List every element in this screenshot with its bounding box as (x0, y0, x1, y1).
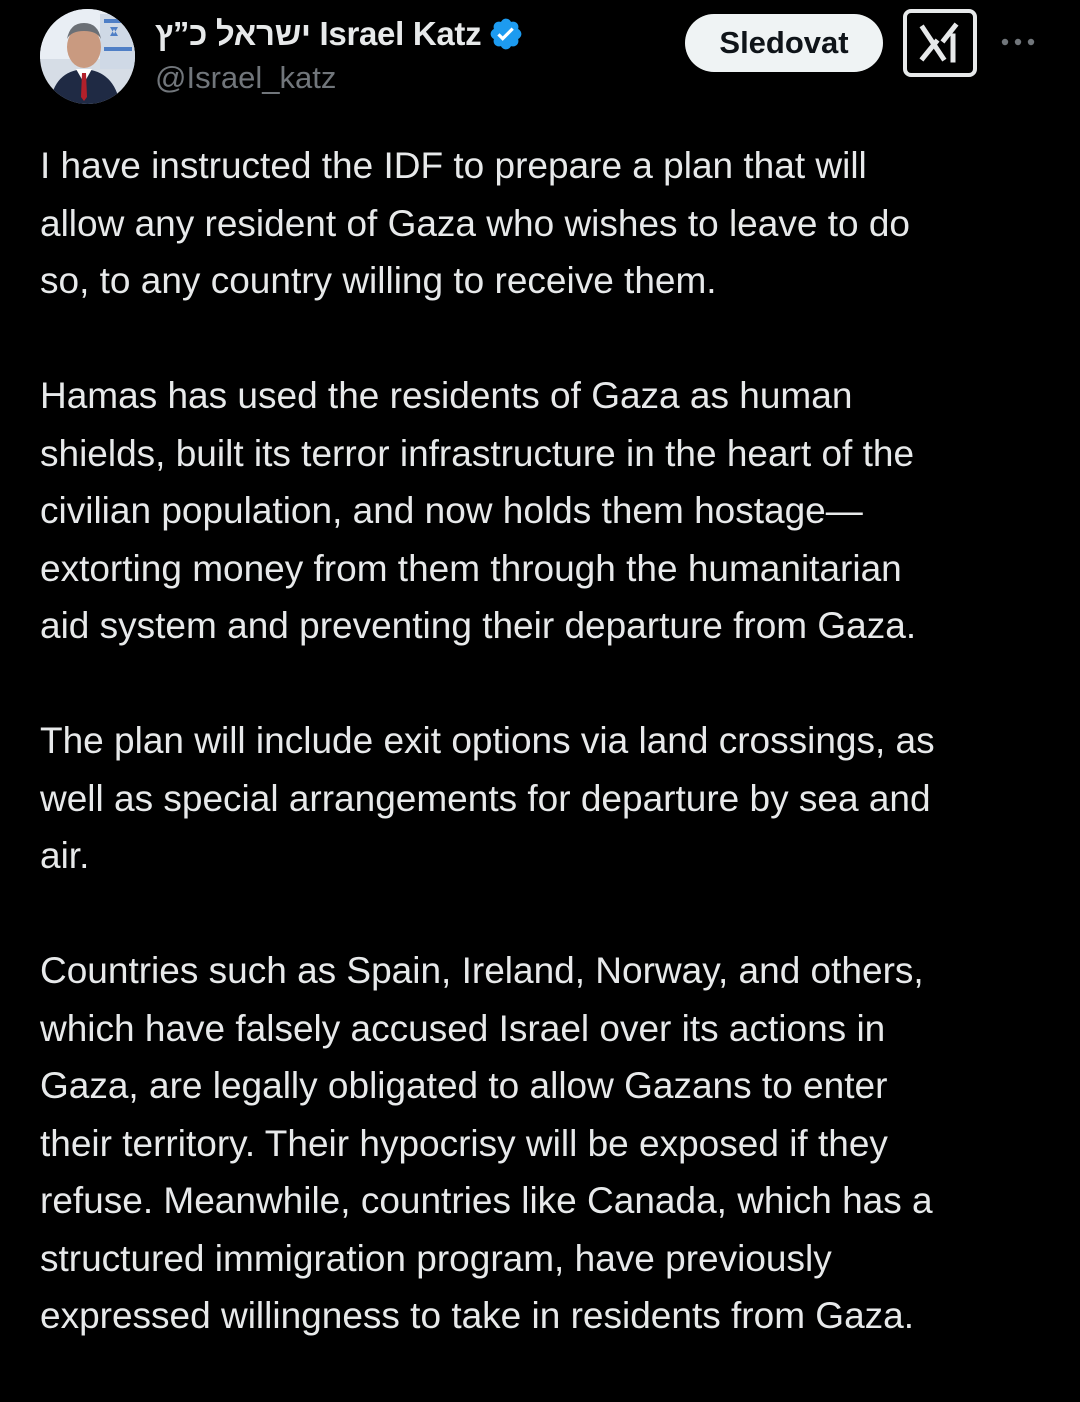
tweet-paragraph: Countries such as Spain, Ireland, Norway, and others, which have falsely accused Israel over its actions in Gaza, are legally obligated to allow Gazans to enter their territory. Their hypocrisy will be exposed if they refuse. Meanwhile, countries like Canada, which has a structured immigration program, have previously expressed willingness to take in residents from Gaza. (40, 950, 933, 1336)
verified-badge-icon (488, 16, 524, 52)
follow-button[interactable]: Sledovat (685, 14, 883, 72)
tweet-paragraph: The plan will include exit options via land crossings, as well as special arrangements for departure by sea and air. (40, 720, 935, 876)
more-options-icon[interactable] (998, 28, 1038, 56)
avatar[interactable] (40, 9, 135, 104)
grok-icon[interactable] (903, 9, 977, 77)
author-handle[interactable]: @Israel_katz (155, 60, 337, 95)
tweet-paragraph: I have instructed the IDF to prepare a plan that will allow any resident of Gaza who wishes to leave to do so, to any country willing to receive them. (40, 145, 910, 301)
tweet-paragraph: Hamas has used the residents of Gaza as human shields, built its terror infrastructure in the heart of the civilian population, and now holds them hostage— extorting money from them through the humanitarian aid system and preventing their departure from Gaza. (40, 375, 917, 646)
tweet-text (40, 137, 1050, 1402)
author-display-name[interactable]: ישראל כ”ץ Israel Katz (155, 15, 482, 52)
author-name-row[interactable] (155, 12, 524, 56)
tweet-header (0, 0, 1080, 110)
